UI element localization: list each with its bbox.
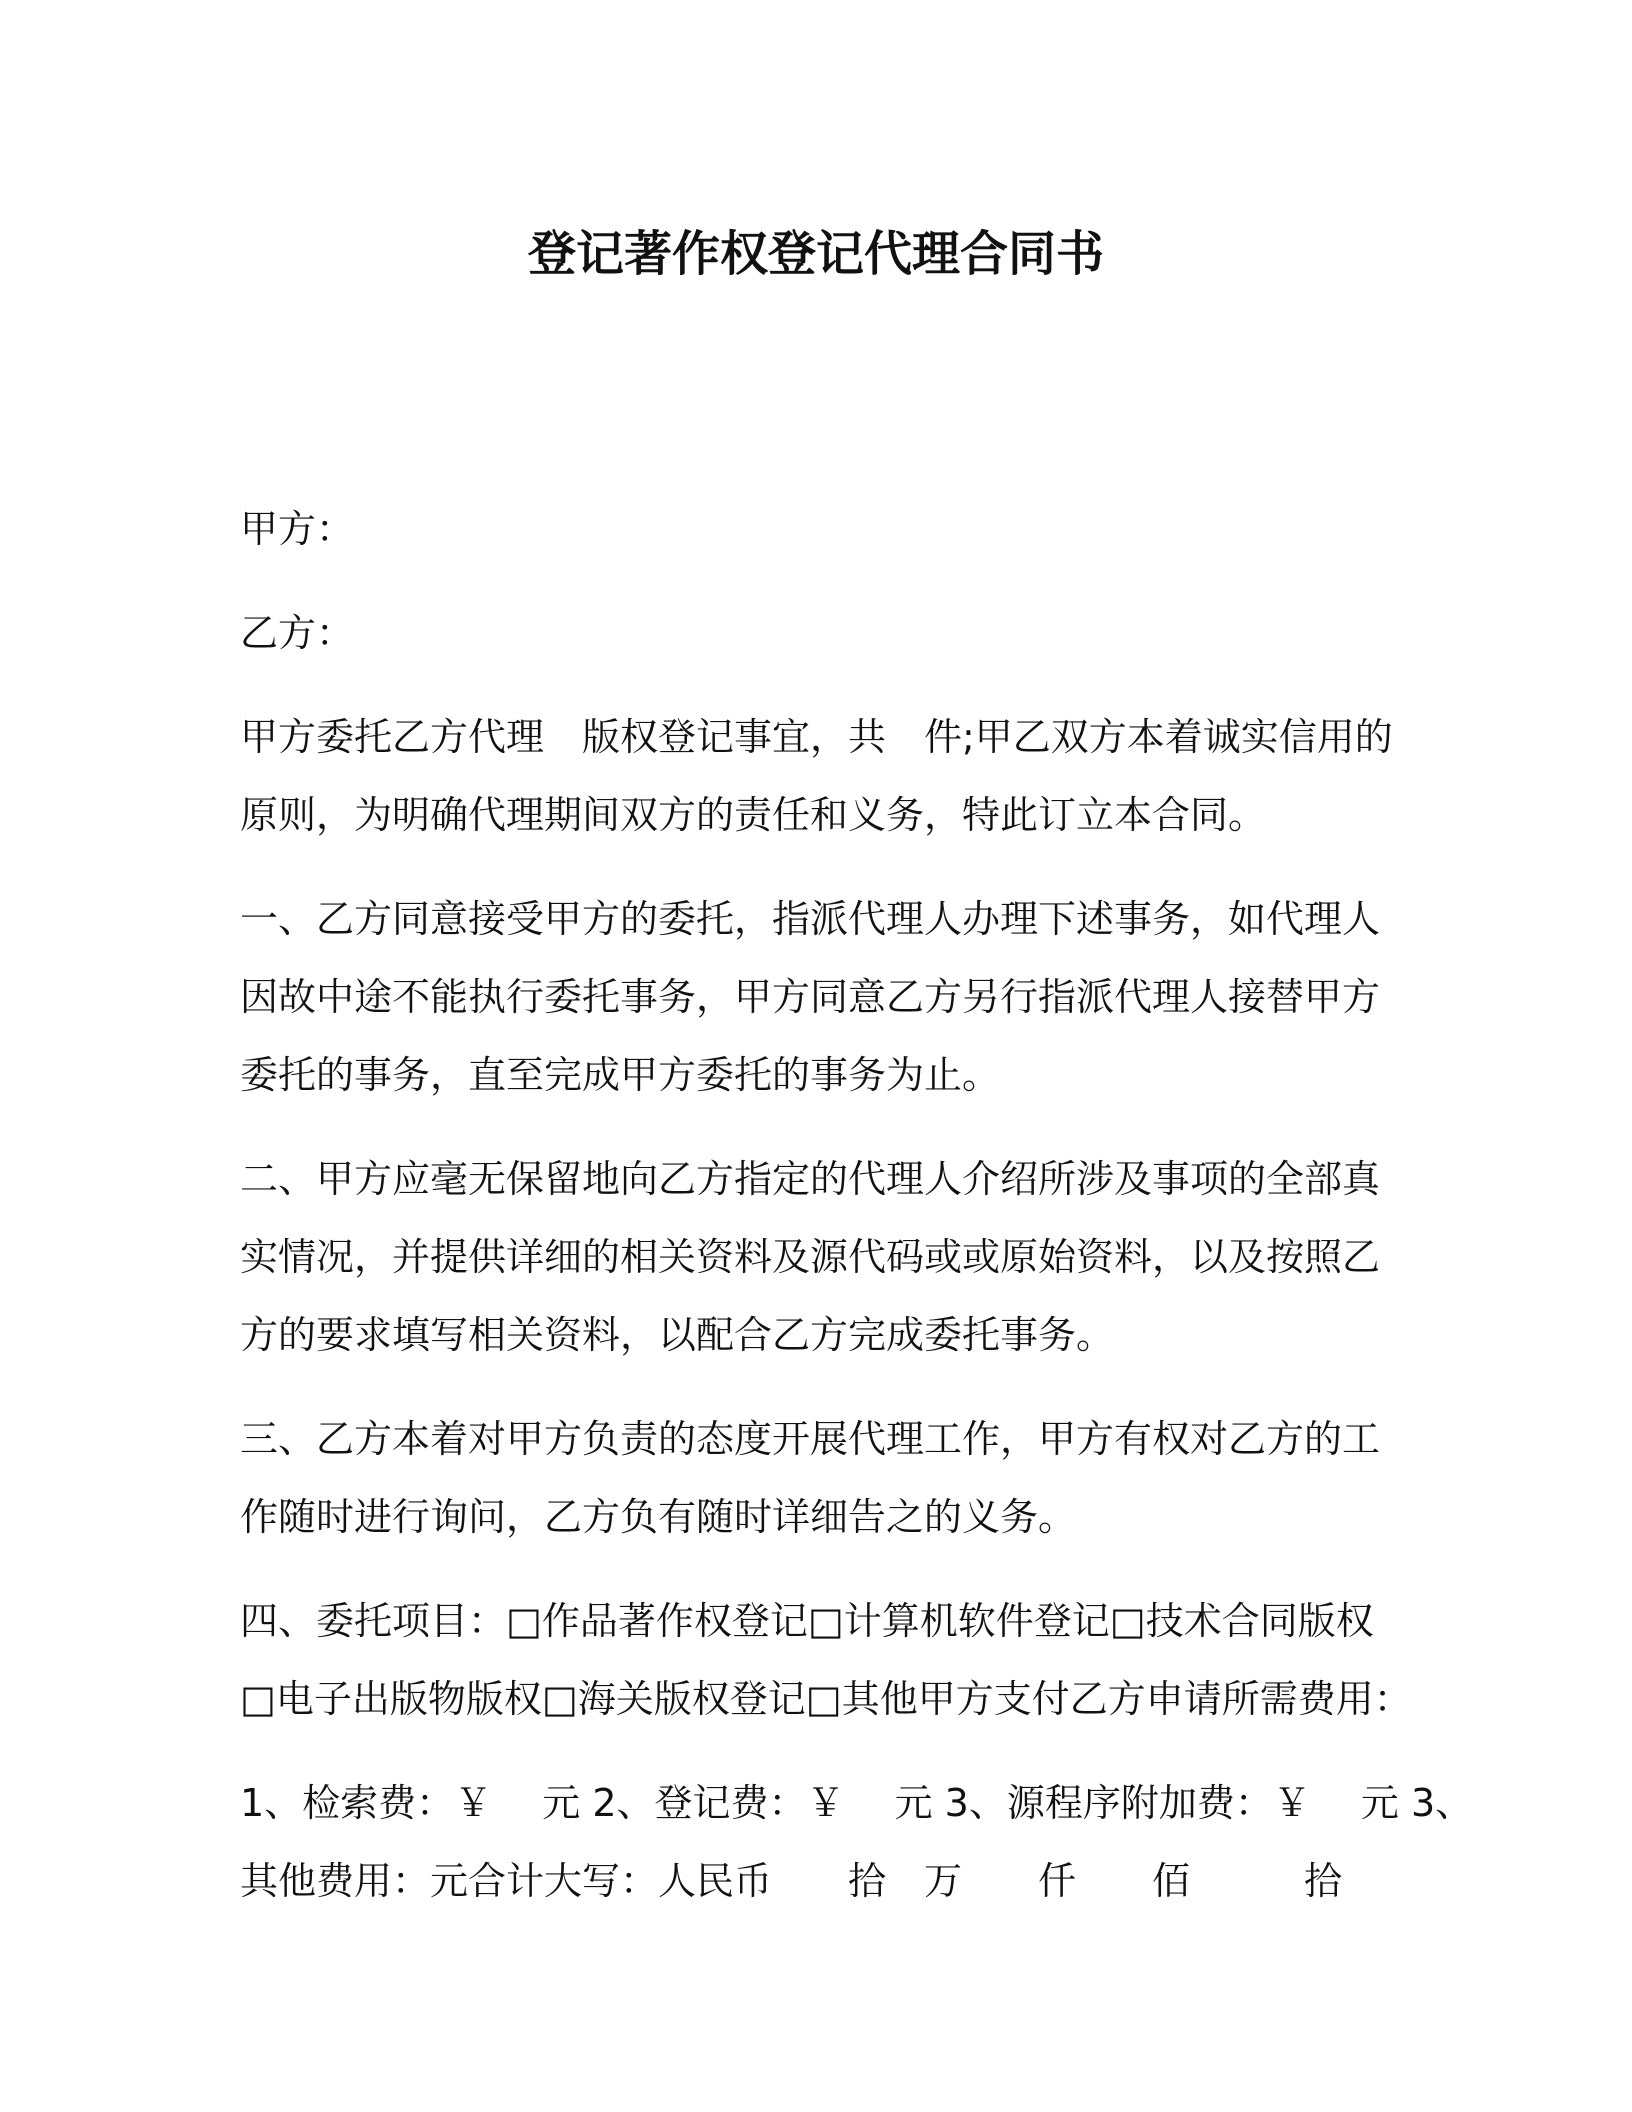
paragraph-line: 四、委托项目：□作品著作权登记□计算机软件登记□技术合同版权 bbox=[240, 1599, 1374, 1643]
paragraph-intro bbox=[240, 698, 1393, 854]
paragraph-fees bbox=[240, 1764, 1474, 1920]
paragraph-line: 三、乙方本着对甲方负责的态度开展代理工作，甲方有权对乙方的工 bbox=[240, 1417, 1381, 1461]
party-b-label: 乙方： bbox=[240, 611, 355, 655]
paragraph-line: 方的要求填写相关资料，以配合乙方完成委托事务。 bbox=[240, 1313, 1115, 1357]
document-title: 登记著作权登记代理合同书 bbox=[527, 226, 1104, 282]
paragraph-line: 一、乙方同意接受甲方的委托，指派代理人办理下述事务，如代理人 bbox=[240, 897, 1381, 941]
paragraph-line: 二、甲方应毫无保留地向乙方指定的代理人介绍所涉及事项的全部真 bbox=[240, 1157, 1381, 1201]
paragraph-line: 因故中途不能执行委托事务，甲方同意乙方另行指派代理人接替甲方 bbox=[240, 975, 1381, 1019]
paragraph-line: 甲方委托乙方代理 版权登记事宜，共 件;甲乙双方本着诚实信用的 bbox=[240, 715, 1393, 759]
paragraph-line: 委托的事务，直至完成甲方委托的事务为止。 bbox=[240, 1053, 1001, 1097]
paragraph-clause-1 bbox=[240, 880, 1390, 1114]
paragraph-line: 作随时进行询问，乙方负有随时详细告之的义务。 bbox=[240, 1495, 1077, 1539]
paragraph-clause-3 bbox=[240, 1400, 1390, 1556]
document-body bbox=[240, 490, 1474, 1946]
paragraph-clause-4 bbox=[240, 1582, 1412, 1738]
paragraph-line: 原则，为明确代理期间双方的责任和义务，特此订立本合同。 bbox=[240, 793, 1267, 837]
party-a-label: 甲方： bbox=[240, 507, 355, 551]
paragraph-line: 其他费用：元合计大写：人民币 拾 万 仟 佰 拾 bbox=[240, 1859, 1343, 1903]
paragraph-line: 实情况，并提供详细的相关资料及源代码或或原始资料，以及按照乙 bbox=[240, 1235, 1381, 1279]
paragraph-clause-2 bbox=[240, 1140, 1390, 1374]
paragraph-line: 1、检索费：￥ 元 2、登记费：￥ 元 3、源程序附加费：￥ 元 3、 bbox=[240, 1781, 1474, 1825]
paragraph-line: □电子出版物版权□海关版权登记□其他甲方支付乙方申请所需费用： bbox=[240, 1677, 1412, 1721]
